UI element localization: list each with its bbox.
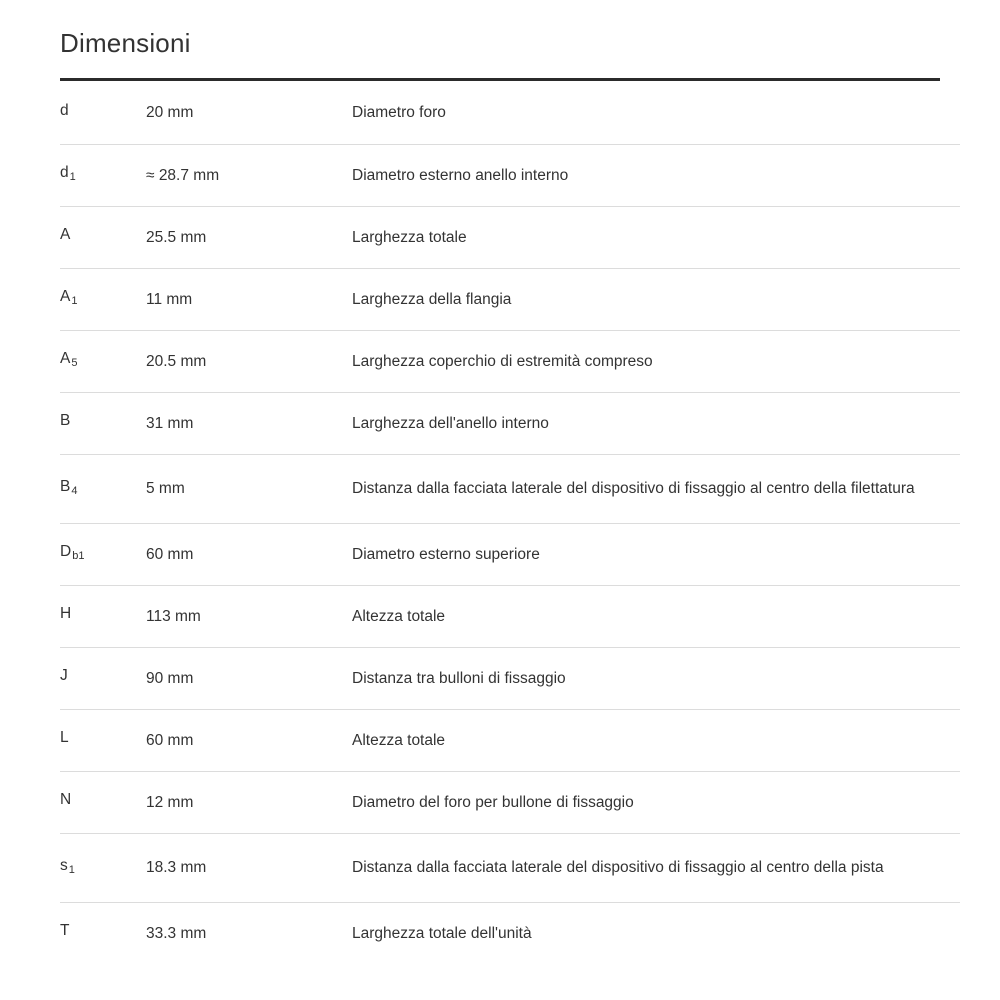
section-title: Dimensioni bbox=[60, 28, 191, 58]
dimension-symbol: $d_1$ bbox=[60, 164, 76, 183]
dimension-value: 20 mm bbox=[146, 104, 194, 122]
dimension-symbol: H bbox=[60, 605, 72, 622]
table-row bbox=[60, 902, 960, 964]
dimension-description: Altezza totale bbox=[352, 731, 446, 749]
table-row bbox=[60, 268, 960, 330]
dimension-symbol: L bbox=[60, 729, 69, 746]
dimension-value: 31 mm bbox=[146, 414, 194, 432]
table-row bbox=[60, 144, 960, 206]
dimension-description: Diametro esterno anello interno bbox=[352, 166, 569, 184]
dimension-value: 11 mm bbox=[146, 290, 193, 308]
dimension-value: 25.5 mm bbox=[146, 228, 207, 246]
dimension-value: ≈ 28.7 mm bbox=[146, 166, 220, 184]
dimension-description: Larghezza della flangia bbox=[352, 290, 512, 308]
table-row bbox=[60, 82, 960, 144]
dimension-symbol: d bbox=[60, 101, 69, 119]
dimension-symbol: $A_1$ bbox=[60, 288, 78, 307]
title-divider bbox=[60, 78, 940, 81]
dimension-description: Distanza tra bulloni di fissaggio bbox=[352, 669, 566, 687]
dimension-value: 60 mm bbox=[146, 545, 194, 563]
dimension-value: 113 mm bbox=[146, 607, 201, 625]
dimension-symbol: T bbox=[60, 922, 70, 940]
dimension-description: Diametro foro bbox=[352, 104, 446, 122]
table-row bbox=[60, 709, 960, 771]
dimension-symbol: $D_{b1}$ bbox=[60, 543, 85, 562]
table-row bbox=[60, 833, 960, 902]
dimension-value: 5 mm bbox=[146, 480, 185, 497]
dimension-description: Larghezza totale dell'unità bbox=[352, 924, 532, 942]
table-row bbox=[60, 454, 960, 523]
dimension-symbol: $s_1$ bbox=[60, 856, 75, 876]
dimension-symbol: B bbox=[60, 412, 71, 429]
dimension-value: 33.3 mm bbox=[146, 924, 207, 942]
dimension-description: Altezza totale bbox=[352, 607, 446, 625]
dimension-description: Larghezza coperchio di estremità compreso bbox=[352, 352, 653, 370]
dimension-description: Distanza dalla facciata laterale del dispositivo di fissaggio al centro della pista bbox=[352, 859, 884, 876]
table-row bbox=[60, 330, 960, 392]
dimension-description: Diametro del foro per bullone di fissaggio bbox=[352, 793, 634, 811]
dimension-value: 12 mm bbox=[146, 793, 194, 811]
dimension-symbol: $A_5$ bbox=[60, 350, 78, 369]
dimension-symbol: $B_4$ bbox=[60, 477, 78, 497]
dimension-description: Distanza dalla facciata laterale del dispositivo di fissaggio al centro della filettatura bbox=[352, 480, 915, 497]
table-row bbox=[60, 523, 960, 585]
dimension-symbol: J bbox=[60, 667, 68, 684]
dimension-description: Larghezza totale bbox=[352, 228, 467, 246]
dimension-symbol: A bbox=[60, 226, 71, 243]
dimension-description: Diametro esterno superiore bbox=[352, 545, 540, 563]
table-row bbox=[60, 392, 960, 454]
table-row bbox=[60, 585, 960, 647]
table-row bbox=[60, 647, 960, 709]
table-row bbox=[60, 771, 960, 833]
table-row bbox=[60, 206, 960, 268]
dimension-value: 18.3 mm bbox=[146, 859, 207, 876]
dimension-symbol: N bbox=[60, 791, 72, 808]
dimension-value: 60 mm bbox=[146, 731, 194, 749]
dimension-value: 20.5 mm bbox=[146, 352, 207, 370]
dimension-value: 90 mm bbox=[146, 669, 194, 687]
dimensions-table bbox=[60, 82, 960, 964]
dimension-description: Larghezza dell'anello interno bbox=[352, 414, 549, 432]
